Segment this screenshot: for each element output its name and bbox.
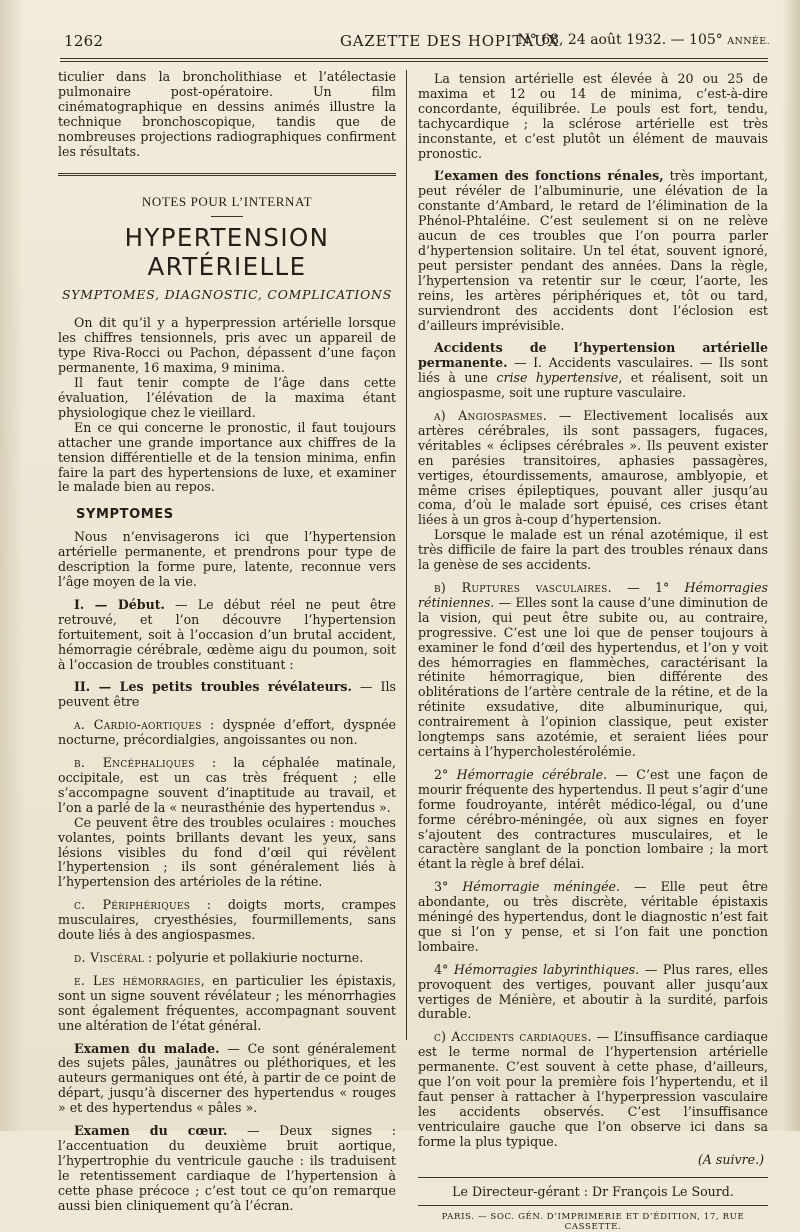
intro-paragraph-3: En ce qui concerne le pronostic, il faut toujours attacher une grande importance aux chiffres de la tension différentielle et de la tension minima, enfin faire la part des hypertensions de luxe, et examiner le malade bien au repos. [58, 419, 396, 495]
petits-troubles-label: II. — Les petits troubles révélateurs. [74, 679, 352, 695]
item-b-text: : la céphalée matinale, occipitale, est un cas très fréquent ; elle s’accompagne souvent d’inaptitude au travail, et l’on a parlé de la « neurasthénie des hypertendus ». [58, 755, 396, 815]
section-rule-double [58, 173, 396, 176]
tension-paragraph: La tension artérielle est élevée à 20 ou 25 de maxima et 12 ou 14 de minima, c’est-à-dire concordante, équilibrée. Le pouls est fort, tendu, tachycardique ; la sclérose artérielle est très inconstante, et c’est plutôt un élément de mauvais pronostic. [418, 71, 768, 161]
angiospasmes-text: — Electivement localisés aux artères cérébrales, ils sont passagers, fugaces, véritables « éclipses cérébrales ». Ils peuvent exister en parésies transitoires, aphasies passagères, vertiges, étourdissements, amaurose, amblyopie, et même crises épileptiques, pouvant aller jusqu’au coma, d’où le malade sort épuisé, ces crises étant liées à un gros à-coup d’hypertension. [418, 408, 769, 528]
item-a-text: : dyspnée d’effort, dyspnée nocturne, précordialgies, angoissantes ou non. [58, 717, 396, 748]
examen-coeur-label: Examen du cœur. [74, 1123, 228, 1139]
petits-troubles-paragraph [58, 680, 396, 710]
header-rule-top [60, 58, 768, 59]
hemorragie-cerebrale-paragraph [418, 768, 768, 872]
page-number: 1262 [64, 32, 104, 50]
ruptures-italic: Hémorragies rétiniennes. [418, 580, 769, 610]
accidents-cardiaques-text: — L’insuffisance cardiaque est le terme normal de l’hypertension artérielle permanente. C’est souvent à cette phase, d’ailleurs, que l’on voit pour la première fois l’hypertendu, et il faut penser à rattacher à l’hyperpression vasculaire les accidents observés. C’est l’insuffisance ventriculaire gauche que l’on observe ici dans sa forme la plus typique. [418, 1029, 768, 1149]
issue-year-label: ANNÉE. [727, 36, 770, 47]
examen-coeur-text: — Deux signes : l’accentuation du deuxième bruit aortique, l’hypertrophie du ventricule gauche : ils traduisent le retentissement cardiaque de l’hypertension à cette phase précoce ; c’est tout ce qu’on remarque aussi bien cliniquement qu’à l’écran. [58, 1123, 396, 1213]
hemorragie-meningee-paragraph [418, 880, 768, 955]
item-b-label: b. Encéphaliques [74, 755, 195, 771]
hemorragies-labyrinthiques-number: 4° [434, 961, 454, 977]
intro-paragraph-1: On dit qu’il y a hyperpression artérielle lorsque les chiffres tensionnels, pris avec un appareil de type Riva-Rocci ou Pachon, dépassent d’une façon permanente, 16 maxima, 9 minima. [58, 315, 396, 376]
header-rule-bottom [60, 61, 768, 62]
examen-coeur-paragraph [58, 1124, 396, 1213]
item-a-paragraph [58, 718, 396, 748]
item-d-label: d. Viscéral [74, 949, 145, 965]
accidents-label: Accidents de l’hypertension artérielle permanente. [418, 340, 768, 371]
scan-shadow-right [782, 0, 800, 1131]
ruptures-paragraph [418, 581, 768, 760]
imprint-text: PARIS. — SOC. GÉN. D’IMPRIMERIE ET D’ÉDITION, 17, RUE CASSETTE. [441, 1211, 745, 1232]
examen-malade-label: Examen du malade. [74, 1040, 220, 1056]
article-title: HYPERTENSION ARTÉRIELLE [124, 223, 330, 282]
footer-rule-middle [418, 1205, 768, 1206]
symptomes-heading: SYMPTOMES [76, 507, 174, 523]
accidents-italic: crise hypertensive [496, 370, 619, 386]
item-b-paragraph [58, 756, 396, 816]
angiospasmes-paragraph [418, 409, 768, 528]
hemorragies-labyrinthiques-text: — Plus rares, elles provoquent des vertiges, pouvant aller jusqu’aux vertiges de Ménière, et aboutir à la surdité, parfois durable. [418, 961, 768, 1022]
accidents-paragraph [418, 341, 768, 401]
hemorragies-labyrinthiques-paragraph [418, 963, 768, 1023]
accidents-cardiaques-label: c) Accidents cardiaques. [434, 1029, 592, 1045]
item-c-text: : doigts morts, crampes musculaires, cryesthésies, fourmillements, sans doute liés à des angiospasmes. [58, 897, 396, 943]
debut-paragraph [58, 598, 396, 673]
ruptures-text-b: — Elles sont la cause d’une diminution de la vision, qui peut être subite ou, au contraire, progressive. C’est une loi que de penser toujours à examiner le fond d’œil des hypertendus, et l’on y voit des hémorragies en flammèches, caractérisant la rétinite hémorragique, bien différente des oblitérations de l’artère centrale de la rétine, et de la rétinite exsudative, dite albuminurique, qui, contrairement à l’opinion classique, peut exister longtemps sans azotémie, et seraient liées pour certains à l’hypercholestérolémie. [418, 594, 768, 759]
footer-rule-top [418, 1177, 768, 1178]
imprint-line [418, 1212, 768, 1232]
examen-malade-paragraph [58, 1042, 396, 1117]
hemorragies-labyrinthiques-label: Hémorragies labyrinthiques. [453, 961, 640, 977]
column-divider [406, 70, 407, 1040]
footer-block [418, 1177, 768, 1232]
section-heading: NOTES POUR L’INTERNAT [141, 194, 313, 210]
intro-paragraph-2: Il faut tenir compte de l’âge dans cette évaluation, l’élévation de la maxima étant physiologique chez le vieillard. [58, 375, 396, 420]
item-b-paragraph-2: Ce peuvent être des troubles oculaires : mouches volantes, points brillants devant les yeux, sans lésions visibles du fond d’œil qui révèlent l’hypertension ; ils sont généralement liés à l’hypertension des artérioles de la rétine. [58, 814, 396, 890]
right-column [418, 72, 768, 1232]
accidents-text-b: , et réalisent, soit un angiospasme, soit une rupture vasculaire. [418, 370, 768, 401]
hemorragie-cerebrale-number: 2° [434, 766, 457, 782]
heading-short-rule [211, 216, 243, 217]
hemorragie-meningee-label: Hémorragie méningée. [462, 879, 620, 895]
debut-text: — Le début réel ne peut être retrouvé, et l’on découvre l’hypertension fortuitement, soit à l’occasion d’un brutal accident, hémorragie cérébrale, œdème aigu du poumon, soit à l’occasion de troubles constituant : [58, 596, 396, 672]
director-line: Le Directeur-gérant : Dr François Le Sourd. [452, 1183, 734, 1199]
ruptures-label: b) Ruptures vasculaires. [434, 580, 612, 595]
fonctions-renales-paragraph [418, 169, 768, 333]
journal-title: GAZETTE DES HOPITAUX [340, 32, 559, 50]
fonctions-renales-label: L’examen des fonctions rénales, [434, 168, 664, 184]
item-e-text: , en particulier les épistaxis, sont un signe souvent révélateur ; les ménorrhagies sont également fréquentes, accompagnant souvent une altération de l’état général. [58, 972, 396, 1033]
examen-malade-text: — Ce sont généralement des sujets pâles, jaunâtres ou pléthoriques, et les auteurs germaniques ont été, à partir de ce point de départ, jusqu’à discerner des hypertendus « rouges » et des hypertendus « pâles ». [58, 1040, 396, 1116]
angiospasmes-paragraph-2: Lorsque le malade est un rénal azotémique, il est très difficile de faire la part des troubles rénaux dans la genèse de ses accidents. [418, 527, 768, 573]
hemorragie-cerebrale-text: — C’est une façon de mourir fréquente des hypertendus. Il peut s’agir d’une forme foudroyante, intérêt médico-légal, ou d’une forme cérébro-méningée, où aux signes en foyer s’ajoutent des contractures musculaires, et le caractère sanglant de la ponction lombaire ; la mort étant la règle à bref délai. [418, 766, 768, 872]
scan-shadow-left [0, 0, 24, 1131]
continued-paragraph: ticulier dans la broncholithiase et l’atélectasie pulmonaire post-opératoire. Un film cinématographique en dessins animés illustre la technique bronchoscopique, tandis que de nombreuses projections radiographiques confirment les résultats. [58, 69, 396, 159]
hemorragie-cerebrale-label: Hémorragie cérébrale. [456, 766, 608, 782]
running-header [60, 28, 770, 56]
issue-number-date: N° 68, 24 août 1932. — 105° [517, 32, 723, 48]
section-separator [58, 173, 396, 176]
item-c-paragraph [58, 898, 396, 943]
hemorragie-meningee-number: 3° [434, 879, 463, 895]
fonctions-renales-text: très important, peut révéler de l’albuminurie, une élévation de la constante d’Ambard, le retard de l’élimination de la Phénol-Phtaléine. C’est seulement si on ne relève aucun de ces troubles que l’on pourra parler d’hypertension solitaire. Un tel état, souvent ignoré, peut persister pendant des années. Dans la règle, l’hypertension va retentir sur le cœur, l’aorte, les reins, les artères périphériques et, tôt ou tard, surviendront des accidents dont l’éclosion est d’ailleurs imprévisible. [418, 168, 768, 333]
accidents-text-a: — I. Accidents vasculaires. — Ils sont liés à une [418, 355, 768, 386]
item-e-paragraph [58, 974, 396, 1034]
symptomes-intro: Nous n’envisagerons ici que l’hypertension artérielle permanente, et prendrons pour type de description la forme pure, latente, reconnue vers l’âge moyen de la vie. [58, 529, 396, 590]
accidents-cardiaques-paragraph [418, 1030, 768, 1149]
debut-label: I. — Début. [74, 596, 165, 612]
item-a-label: a. Cardio-aortiques [74, 717, 202, 733]
item-c-label: c. Périphériques [74, 897, 191, 913]
item-e-label: e. Les hémorragies [74, 972, 201, 988]
article-subtitle: SYMPTOMES, DIAGNOSTIC, COMPLICATIONS [62, 287, 392, 303]
item-d-paragraph [58, 951, 396, 966]
hemorragie-meningee-text: — Elle peut être abondante, ou très discrète, véritable épistaxis méningé des hypertendus, dont le diagnostic n’est fait que si l’on y pense, et si l’on fait une ponction lombaire. [418, 879, 768, 954]
ruptures-text-a: — 1° [611, 580, 685, 595]
item-d-text: : polyurie et pollakiurie nocturne. [144, 949, 364, 965]
issue-line [518, 32, 770, 48]
angiospasmes-label: a) Angiospasmes. [434, 408, 548, 424]
a-suivre: (A suivre.) [697, 1151, 764, 1167]
left-column [58, 70, 396, 1213]
petits-troubles-text: — Ils peuvent être [58, 679, 396, 710]
